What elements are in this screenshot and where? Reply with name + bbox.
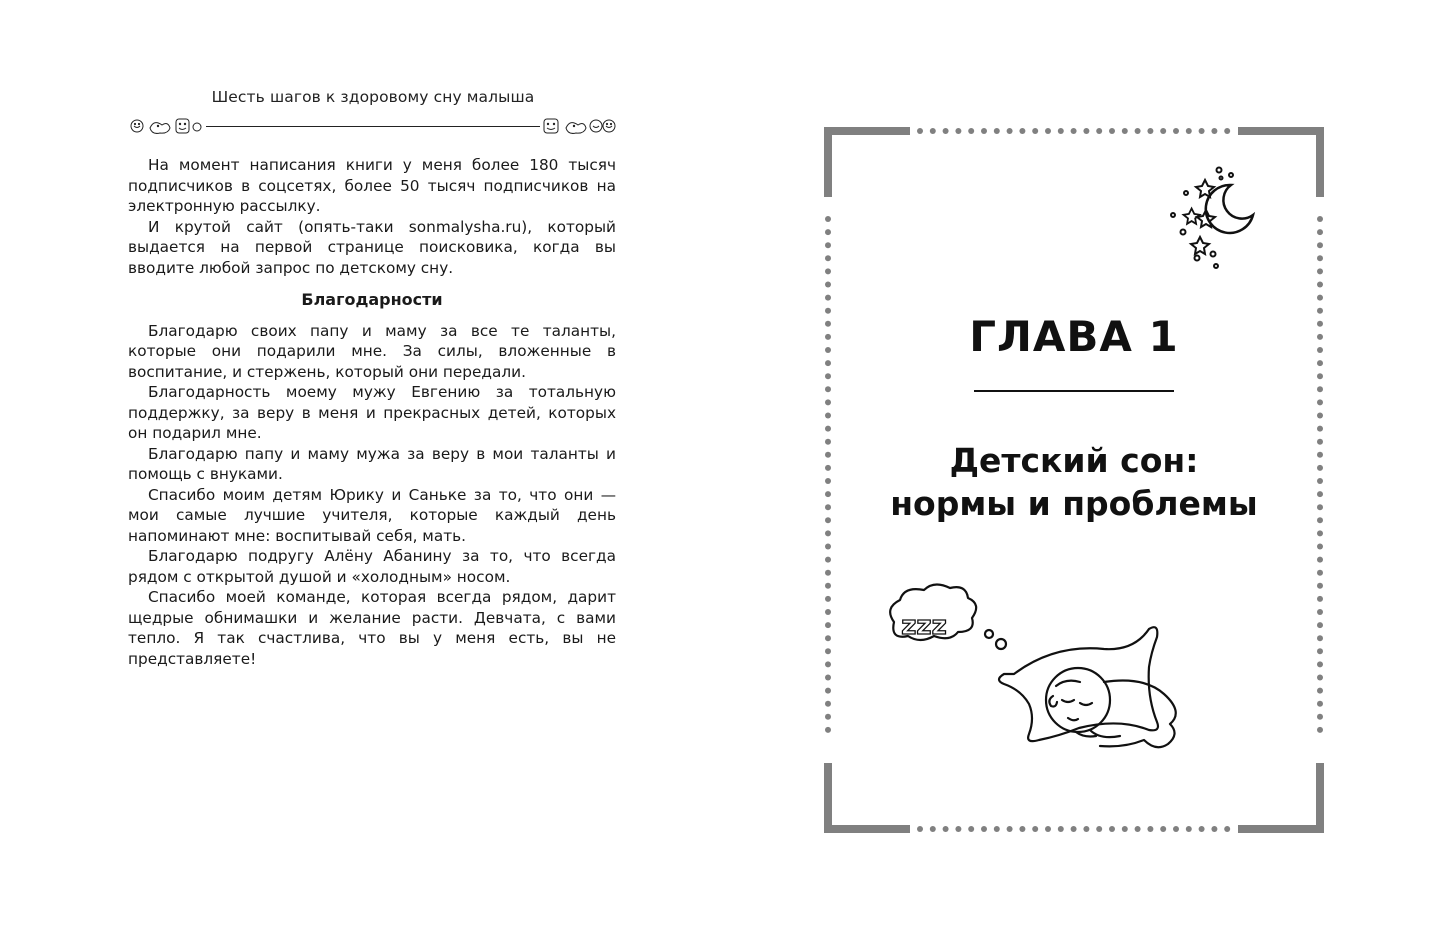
sleep-bubble-text: zzz	[901, 611, 947, 641]
frame-dot	[825, 255, 831, 261]
body-text	[128, 155, 616, 669]
frame-dot	[1199, 826, 1205, 832]
baby-faces-ornament-icon	[542, 114, 618, 138]
frame-dot	[1317, 609, 1323, 615]
frame-dot	[1317, 295, 1323, 301]
frame-dot	[825, 360, 831, 366]
frame-dot	[1317, 570, 1323, 576]
frame-dot	[1317, 714, 1323, 720]
paragraph: И крутой сайт (опять-таки sonmalysha.ru), который выдается на первой странице поисковика, когда вы вводите любой запрос по детскому сну.	[128, 217, 616, 277]
frame-dot	[1317, 268, 1323, 274]
frame-dot	[1109, 826, 1115, 832]
paragraph: Благодарю подругу Алёну Абанину за то, что всегда рядом с открытой душой и «холодным» носом.	[128, 547, 616, 586]
frame-dot	[1083, 128, 1089, 134]
frame-dot	[1122, 826, 1128, 832]
frame-dot	[1135, 128, 1141, 134]
chapter-rule	[974, 390, 1174, 392]
frame-dot	[1186, 128, 1192, 134]
frame-dot	[981, 826, 987, 832]
frame-dot	[968, 826, 974, 832]
frame-dot	[825, 282, 831, 288]
frame-dot	[825, 596, 831, 602]
frame-dot	[825, 229, 831, 235]
frame-dot	[1317, 229, 1323, 235]
chapter-title-line: нормы и проблемы	[890, 484, 1258, 523]
frame-dot	[1122, 128, 1128, 134]
frame-dot	[981, 128, 987, 134]
frame-dot	[825, 399, 831, 405]
frame-dot	[1317, 648, 1323, 654]
paragraph: Благодарю папу и маму мужа за веру в мои таланты и помощь с внуками.	[128, 444, 616, 483]
frame-dot	[1007, 826, 1013, 832]
running-head-rule	[128, 114, 618, 138]
frame-dot	[1147, 826, 1153, 832]
paragraph: Спасибо моей команде, которая всегда рядом, дарит щедрые обнимашки и желание расти. Девчата, с вами тепло. Я так счастлива, что вы у меня есть, вы не представляете!	[128, 588, 616, 668]
frame-dot	[1096, 128, 1102, 134]
frame-dot	[825, 661, 831, 667]
frame-dot	[968, 128, 974, 134]
frame-dot	[1083, 826, 1089, 832]
frame-dot	[1109, 128, 1115, 134]
frame-dot	[825, 635, 831, 641]
frame-dot	[825, 413, 831, 419]
frame-dot	[825, 426, 831, 432]
frame-dot	[825, 530, 831, 536]
frame-dot	[1317, 242, 1323, 248]
head-rule-line	[206, 126, 540, 127]
frame-dot	[825, 714, 831, 720]
frame-dot	[1317, 635, 1323, 641]
frame-dot	[1317, 544, 1323, 550]
chapter-frame	[824, 127, 1324, 833]
sleeping-baby-icon	[878, 582, 1208, 792]
frame-dot	[1317, 426, 1323, 432]
paragraph: На момент написания книги у меня более 180 тысяч подписчиков в соцсетях, более 50 тысяч подписчиков на электронную рассылку.	[128, 156, 616, 215]
frame-dot	[930, 826, 936, 832]
frame-dot	[825, 268, 831, 274]
section-heading: Благодарности	[301, 290, 443, 309]
frame-dot	[943, 826, 949, 832]
frame-dot	[955, 826, 961, 832]
chapter-title-line: Детский сон:	[949, 441, 1199, 480]
frame-dot	[825, 295, 831, 301]
paragraph: Спасибо моим детям Юрику и Саньке за то, что они — мои самые лучшие учителя, которые каждый день напоминают мне: воспитывай себя, мать.	[128, 485, 616, 545]
frame-dot	[825, 609, 831, 615]
frame-dot	[1135, 826, 1141, 832]
frame-dot	[1160, 128, 1166, 134]
frame-dot	[994, 826, 1000, 832]
frame-dot	[825, 373, 831, 379]
frame-dot	[1058, 826, 1064, 832]
frame-dot	[1317, 255, 1323, 261]
frame-dot	[1045, 826, 1051, 832]
frame-dot	[1211, 128, 1217, 134]
moon-and-stars-icon	[1161, 160, 1281, 275]
chapter-title	[824, 439, 1324, 525]
frame-dot	[943, 128, 949, 134]
frame-dot	[825, 583, 831, 589]
chapter-label: ГЛАВА 1	[969, 312, 1179, 361]
frame-dot	[1058, 128, 1064, 134]
frame-dot	[1317, 661, 1323, 667]
frame-dot	[1317, 557, 1323, 563]
frame-dot	[1032, 128, 1038, 134]
frame-dot	[1007, 128, 1013, 134]
frame-dot	[1317, 216, 1323, 222]
frame-dot	[825, 216, 831, 222]
frame-dot	[1317, 282, 1323, 288]
frame-dot	[825, 386, 831, 392]
frame-dot	[1317, 701, 1323, 707]
frame-dot	[1173, 826, 1179, 832]
frame-dot	[825, 675, 831, 681]
frame-dot	[825, 242, 831, 248]
frame-dot	[1071, 128, 1077, 134]
left-page	[0, 0, 722, 935]
frame-dot	[1019, 128, 1025, 134]
paragraph: Благодарю своих папу и маму за все те таланты, которые они подарили мне. За силы, вложенные в воспитание, и стержень, который они передали.	[128, 321, 616, 381]
frame-dot	[1096, 826, 1102, 832]
frame-dot	[1224, 128, 1230, 134]
frame-dot	[1317, 596, 1323, 602]
frame-dot	[1317, 386, 1323, 392]
frame-dot	[1317, 413, 1323, 419]
frame-dot	[825, 544, 831, 550]
frame-dot	[1186, 826, 1192, 832]
frame-dot	[1317, 530, 1323, 536]
frame-dot	[1147, 128, 1153, 134]
frame-dot	[1045, 128, 1051, 134]
frame-dot	[1071, 826, 1077, 832]
frame-dot	[1317, 675, 1323, 681]
frame-dot	[1160, 826, 1166, 832]
frame-dot	[1019, 826, 1025, 832]
frame-dot	[1317, 373, 1323, 379]
frame-dot	[930, 128, 936, 134]
frame-dot	[1317, 360, 1323, 366]
frame-dot	[1317, 688, 1323, 694]
frame-dot	[1224, 826, 1230, 832]
frame-dot	[1317, 399, 1323, 405]
frame-dot	[825, 648, 831, 654]
frame-dot	[1032, 826, 1038, 832]
frame-dot	[1173, 128, 1179, 134]
paragraph: Благодарность моему мужу Евгению за тотальную поддержку, за веру в меня и прекрасных детей, которых он подарил мне.	[128, 383, 616, 442]
frame-dot	[825, 570, 831, 576]
frame-dot	[994, 128, 1000, 134]
frame-dot	[825, 688, 831, 694]
right-page	[722, 0, 1445, 935]
frame-dot	[1317, 583, 1323, 589]
frame-dot	[917, 128, 923, 134]
frame-dot	[1211, 826, 1217, 832]
frame-dot	[825, 557, 831, 563]
baby-faces-ornament-icon	[128, 114, 204, 138]
frame-dot	[955, 128, 961, 134]
running-head: Шесть шагов к здоровому сну малыша	[211, 88, 535, 106]
frame-dot	[1317, 727, 1323, 733]
frame-dot	[825, 622, 831, 628]
frame-dot	[1199, 128, 1205, 134]
frame-dot	[825, 727, 831, 733]
frame-dot	[917, 826, 923, 832]
frame-dot	[825, 701, 831, 707]
frame-dot	[1317, 622, 1323, 628]
